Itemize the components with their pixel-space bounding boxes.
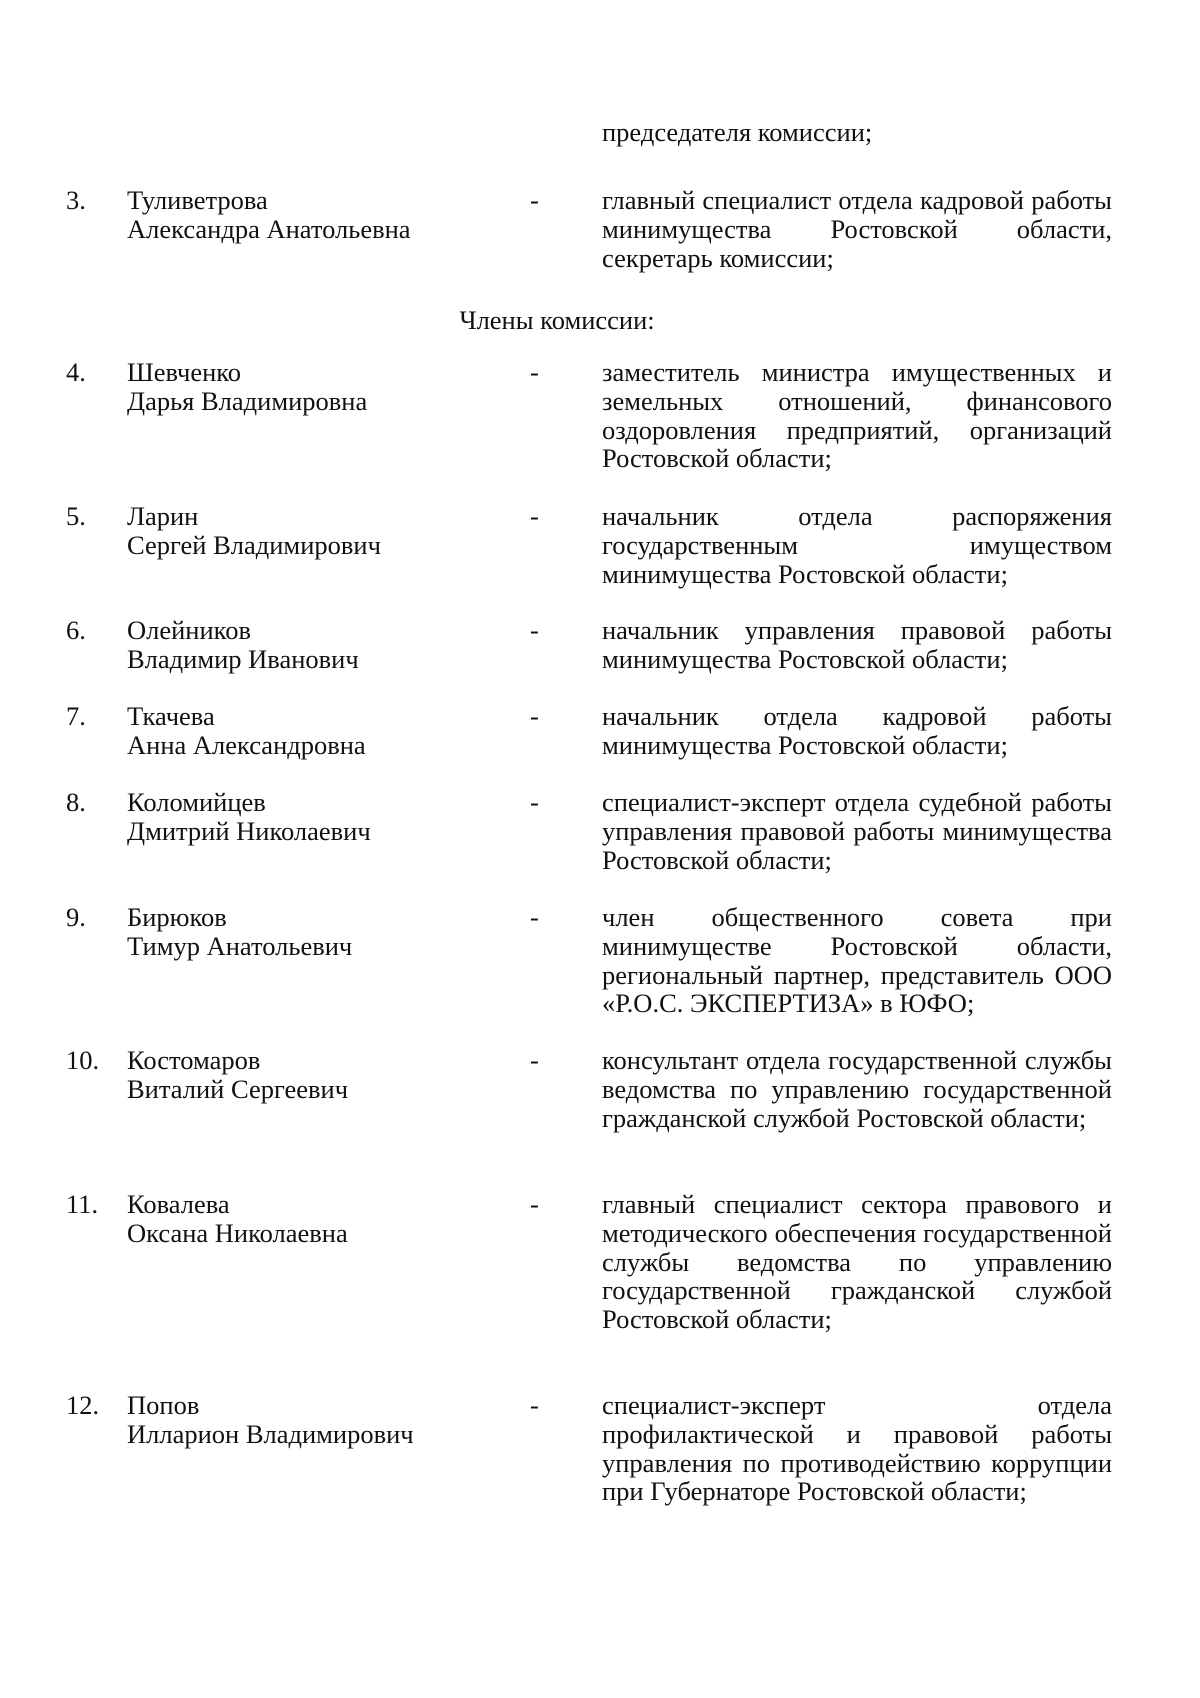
person-surname: Шевченко (127, 357, 242, 387)
person-name (127, 1391, 507, 1449)
entry-dash: - (530, 1045, 539, 1075)
person-surname: Попов (127, 1390, 200, 1420)
entry-dash: - (530, 787, 539, 817)
person-given-names: Виталий Сергеевич (127, 1073, 349, 1104)
entry-number: 7. (66, 701, 86, 731)
entry-number: 9. (66, 902, 86, 932)
role-continuation: председателя комиссии; (602, 117, 873, 147)
entry-number: 8. (66, 787, 86, 817)
entry-number: 6. (66, 615, 86, 645)
person-name (127, 788, 507, 846)
person-name (127, 502, 507, 560)
person-surname: Костомаров (127, 1045, 261, 1075)
person-given-names: Владимир Иванович (127, 643, 359, 674)
entry-number: 12. (66, 1390, 100, 1420)
person-role: главный специалист отдела кадровой работы минимущества Ростовской области, секретарь комиссии; (602, 185, 1112, 273)
entry-number: 5. (66, 501, 86, 531)
entry-number: 10. (66, 1045, 100, 1075)
person-name (127, 186, 507, 244)
entry-dash: - (530, 902, 539, 932)
person-given-names: Дмитрий Николаевич (127, 815, 371, 846)
entry-dash: - (530, 501, 539, 531)
person-name (127, 702, 507, 760)
person-given-names: Александра Анатольевна (127, 213, 411, 244)
entry-number: 4. (66, 357, 86, 387)
person-given-names: Анна Александровна (127, 729, 366, 760)
person-role: начальник отдела распоряжения государственным имуществом минимущества Ростовской области; (602, 501, 1112, 589)
person-role: специалист-эксперт отдела профилактической и правовой работы управления по противодействию коррупции при Губернаторе Ростовской области; (602, 1390, 1112, 1507)
person-surname: Ковалева (127, 1189, 230, 1219)
entry-number: 3. (66, 185, 86, 215)
person-name (127, 616, 507, 674)
person-surname: Бирюков (127, 902, 227, 932)
person-name (127, 1190, 507, 1248)
entry-dash: - (530, 185, 539, 215)
person-given-names: Илларион Владимирович (127, 1418, 414, 1449)
entry-number: 11. (66, 1189, 99, 1219)
person-surname: Коломийцев (127, 787, 266, 817)
person-surname: Олейников (127, 615, 251, 645)
person-role: член общественного совета при минимуществе Ростовской области, региональный партнер, представитель ООО «Р.О.С. ЭКСПЕРТИЗА» в ЮФО; (602, 902, 1112, 1019)
person-surname: Туливетрова (127, 185, 268, 215)
person-role: консультант отдела государственной службы ведомства по управлению государственной гражданской службой Ростовской области; (602, 1045, 1112, 1133)
person-surname: Ткачева (127, 701, 215, 731)
person-name (127, 1046, 507, 1104)
person-given-names: Сергей Владимирович (127, 529, 381, 560)
person-name (127, 358, 507, 416)
entry-dash: - (530, 701, 539, 731)
entry-dash: - (530, 1390, 539, 1420)
person-surname: Ларин (127, 501, 199, 531)
entry-dash: - (530, 357, 539, 387)
person-role: начальник отдела кадровой работы минимущества Ростовской области; (602, 701, 1112, 760)
person-name (127, 903, 507, 961)
person-given-names: Дарья Владимировна (127, 385, 368, 416)
person-role: специалист-эксперт отдела судебной работы управления правовой работы минимущества Ростовской области; (602, 787, 1112, 875)
entry-dash: - (530, 615, 539, 645)
members-heading: Члены комиссии: (459, 305, 655, 335)
person-role: начальник управления правовой работы минимущества Ростовской области; (602, 615, 1112, 674)
person-role: главный специалист сектора правового и методического обеспечения государственной службы ведомства по управлению государственной гражданской службой Ростовской области; (602, 1189, 1112, 1335)
person-role: заместитель министра имущественных и земельных отношений, финансового оздоровления предприятий, организаций Ростовской области; (602, 357, 1112, 474)
person-given-names: Тимур Анатольевич (127, 930, 353, 961)
entry-dash: - (530, 1189, 539, 1219)
person-given-names: Оксана Николаевна (127, 1217, 348, 1248)
